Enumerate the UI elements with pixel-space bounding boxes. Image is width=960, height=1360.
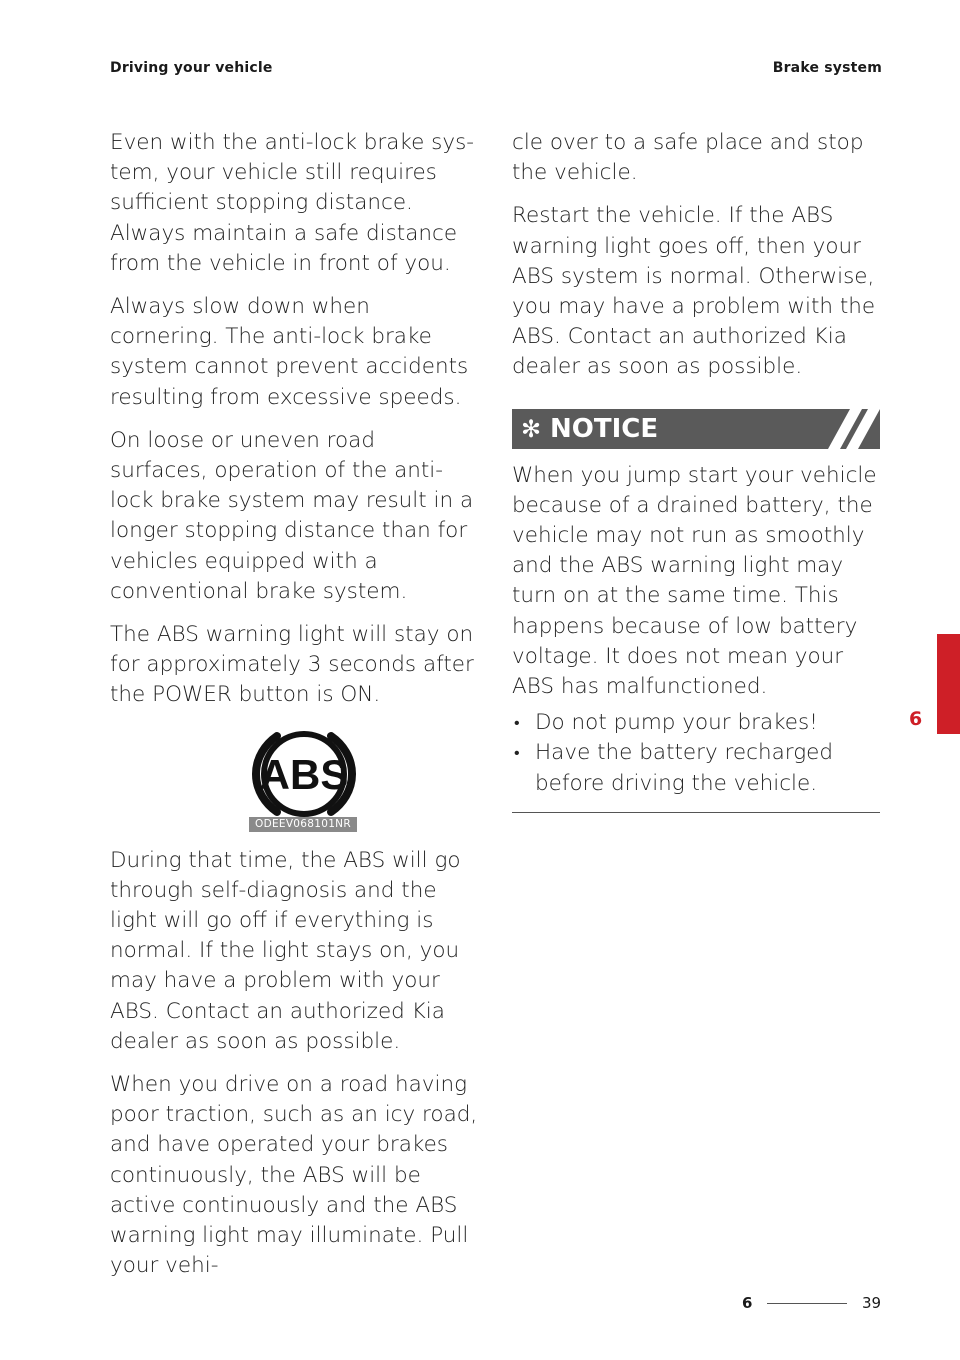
abs-warning-figure — [234, 724, 374, 832]
running-header-topic: Brake system — [772, 60, 882, 76]
chapter-tab-number: 6 — [909, 708, 923, 730]
notice-banner — [512, 409, 880, 449]
figure-code: ODEEV068101NR — [249, 817, 357, 832]
footer-page-number: 39 — [862, 1294, 882, 1312]
paragraph-restart: Restart the vehicle. If the ABS warning light goes off, then your ABS system is normal. Otherwise, you may have a problem with the ABS. Contact an authorized Kia dealer as soon as possible. — [512, 203, 876, 380]
paragraph-cornering: Always slow down when cornering. The anti-lock brake system cannot prevent accidents resulting from excessive speeds. — [110, 294, 469, 410]
notice-bullet-pump: • Do not pump your brakes! — [512, 708, 880, 738]
footer-chapter-number: 6 — [742, 1294, 753, 1312]
notice-end-rule — [512, 812, 880, 813]
paragraph-abs-light-duration: The ABS warning light will stay on for approximately 3 seconds after the POWER button is ON. — [110, 622, 474, 708]
paragraph-self-diagnosis: During that time, the ABS will go through self-diagnosis and the light will go off if everything is normal. If the light stays on, you may have a problem with your ABS. Contact an authorized Kia dealer as soon as possible. — [110, 847, 461, 1054]
notice-body: When you jump start your vehicle because of a drained battery, the vehicle may not run as smoothly and the ABS warning light may turn on at the same time. This happens because of low battery voltage. It does not mean your ABS has malfunctioned. — [512, 462, 877, 700]
right-column — [512, 128, 880, 813]
abs-warning-light-icon — [234, 724, 374, 824]
running-header-section: Driving your vehicle — [110, 60, 273, 76]
paragraph-pull-over: cle over to a safe place and stop the vehicle. — [512, 130, 864, 186]
notice-title: NOTICE — [550, 413, 659, 444]
notice-bullet-list — [512, 708, 880, 799]
paragraph-stopping-distance: Even with the anti-lock brake system, your vehicle still requires sufficient stopping distance. Always maintain a safe distance from the vehicle in front of you. — [110, 130, 475, 276]
notice-star-icon: ✻ — [521, 414, 542, 443]
notice-stripes-icon — [810, 409, 880, 449]
chapter-tab — [937, 634, 960, 734]
footer-divider — [767, 1303, 847, 1304]
abs-symbol-text: ABS — [259, 750, 349, 798]
left-column — [110, 128, 478, 1295]
paragraph-poor-traction: When you drive on a road having poor traction, such as an icy road, and have operated your brakes continuously, the ABS will be active continuously and the ABS warning light may illuminate. Pull your vehi- — [110, 1072, 478, 1279]
paragraph-loose-surfaces: On loose or uneven road surfaces, operation of the anti-lock brake system may result in a longer stopping distance than for vehicles equipped with a conventional brake system. — [110, 427, 474, 604]
notice-bullet-recharge: • Have the battery recharged before driving the vehicle. — [512, 738, 880, 798]
